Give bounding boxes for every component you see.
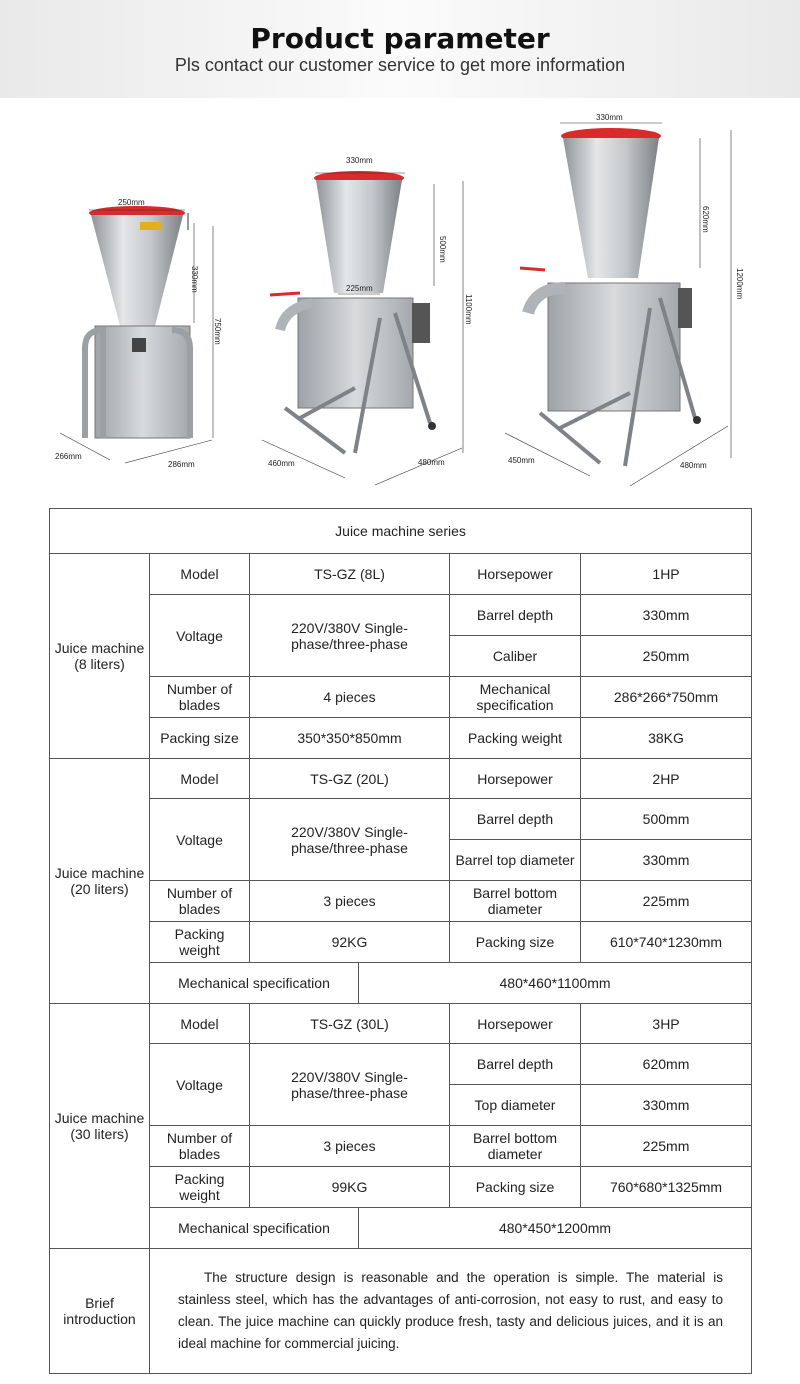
dim-20l-top: 330mm [346, 156, 373, 165]
table-row [50, 677, 752, 718]
machine-20l [262, 156, 473, 485]
page-header [0, 0, 800, 98]
dim-8l-depth: 266mm [55, 452, 82, 461]
table-row [50, 1208, 752, 1249]
cell-label: Barrel depth [450, 1044, 581, 1085]
table-row [50, 718, 752, 759]
intro-label: Brief introduction [50, 1249, 150, 1374]
cell-value: 99KG [250, 1167, 450, 1208]
cell-value: 1HP [581, 554, 752, 595]
cell-value: 500mm [581, 799, 752, 840]
cell-value: TS-GZ (8L) [250, 554, 450, 595]
cell-value: 2HP [581, 759, 752, 799]
cell-value: TS-GZ (20L) [250, 759, 450, 799]
cell-label: Model [150, 759, 250, 799]
page-subtitle: Pls contact our customer service to get more information [174, 55, 626, 75]
table-row [50, 799, 752, 840]
cell-label: Voltage [150, 799, 250, 881]
cell-value: TS-GZ (30L) [250, 1004, 450, 1044]
cell-label: Packing weight [150, 1167, 250, 1208]
dim-8l-width: 286mm [168, 460, 195, 469]
cell-value: 220V/380V Single-phase/three-phase [250, 1044, 450, 1126]
cell-label: Caliber [450, 636, 581, 677]
dim-8l-barrel: 330mm [190, 266, 199, 293]
cell-value: 220V/380V Single-phase/three-phase [250, 595, 450, 677]
cell-label: Model [150, 554, 250, 595]
cell-value: 3HP [581, 1004, 752, 1044]
cell-label: Packing size [150, 718, 250, 759]
table-row [50, 595, 752, 636]
cell-value: 38KG [581, 718, 752, 759]
cell-value: 4 pieces [250, 677, 450, 718]
table-row [50, 554, 752, 595]
cell-label: Barrel bottom diameter [450, 881, 581, 922]
dim-30l-barrel: 620mm [701, 206, 710, 233]
dim-8l-top: 250mm [118, 198, 145, 207]
cell-value: 250mm [581, 636, 752, 677]
dim-30l-depth: 450mm [508, 456, 535, 465]
dim-30l-top: 330mm [596, 113, 623, 122]
cell-label: Barrel depth [450, 595, 581, 636]
cell-label: Mechanical specification [450, 677, 581, 718]
cell-value: 225mm [581, 1126, 752, 1167]
spec-table [49, 508, 752, 1374]
table-row [50, 1167, 752, 1208]
cell-value: 330mm [581, 1085, 752, 1126]
cell-label: Voltage [150, 1044, 250, 1126]
dim-30l-total: 1200mm [735, 268, 744, 300]
cell-label: Packing weight [450, 718, 581, 759]
group-label-30l: Juice machine (30 liters) [50, 1004, 150, 1249]
cell-value: 330mm [581, 840, 752, 881]
cell-value: 760*680*1325mm [581, 1167, 752, 1208]
cell-label: Packing size [450, 1167, 581, 1208]
cell-label: Voltage [150, 595, 250, 677]
cell-value: 3 pieces [250, 1126, 450, 1167]
cell-value: 350*350*850mm [250, 718, 450, 759]
table-row [50, 922, 752, 963]
cell-label: Barrel depth [450, 799, 581, 840]
cell-value: 480*450*1200mm [359, 1208, 752, 1249]
cell-label: Barrel top diameter [450, 840, 581, 881]
machine-8l [55, 198, 222, 469]
cell-label: Mechanical specification [150, 1208, 359, 1249]
table-row [50, 963, 752, 1004]
cell-value: 330mm [581, 595, 752, 636]
cell-value: 620mm [581, 1044, 752, 1085]
cell-label: Packing size [450, 922, 581, 963]
dim-20l-total: 1100mm [464, 294, 473, 325]
cell-value: 225mm [581, 881, 752, 922]
cell-value: 92KG [250, 922, 450, 963]
table-row [50, 1004, 752, 1044]
cell-value: 610*740*1230mm [581, 922, 752, 963]
cell-label: Packing weight [150, 922, 250, 963]
table-row [50, 1044, 752, 1085]
dim-20l-barrel: 500mm [438, 236, 447, 263]
cell-label: Barrel bottom diameter [450, 1126, 581, 1167]
cell-value: 220V/380V Single-phase/three-phase [250, 799, 450, 881]
cell-label: Top diameter [450, 1085, 581, 1126]
cell-value: 286*266*750mm [581, 677, 752, 718]
cell-label: Horsepower [450, 759, 581, 799]
machine-30l [505, 113, 744, 486]
table-row [50, 881, 752, 922]
table-row [50, 1126, 752, 1167]
dim-30l-width: 480mm [680, 461, 707, 470]
cell-label: Mechanical specification [150, 963, 359, 1004]
machine-illustrations [0, 98, 800, 498]
dim-20l-bottom: 225mm [346, 284, 373, 293]
cell-value: 480*460*1100mm [359, 963, 752, 1004]
cell-label: Number of blades [150, 1126, 250, 1167]
dim-20l-width: 480mm [418, 458, 445, 467]
cell-label: Horsepower [450, 1004, 581, 1044]
cell-label: Number of blades [150, 677, 250, 718]
dim-8l-total: 750mm [213, 318, 222, 345]
table-row [50, 1249, 752, 1374]
cell-label: Model [150, 1004, 250, 1044]
cell-value: 3 pieces [250, 881, 450, 922]
cell-label: Horsepower [450, 554, 581, 595]
table-row [50, 759, 752, 799]
dim-20l-depth: 460mm [268, 459, 295, 468]
series-title: Juice machine series [50, 509, 752, 554]
group-label-8l: Juice machine (8 liters) [50, 554, 150, 759]
cell-label: Number of blades [150, 881, 250, 922]
intro-text: The structure design is reasonable and the operation is simple. The material is stainless steel, which has the advantages of anti-corrosion, not easy to rust, and easy to clean. The juice machine can quickly produce fresh, tasty and delicious juices, and it is an ideal machine for commercial juicing. [150, 1249, 752, 1374]
page-title: Product parameter [250, 22, 550, 55]
group-label-20l: Juice machine (20 liters) [50, 759, 150, 1004]
